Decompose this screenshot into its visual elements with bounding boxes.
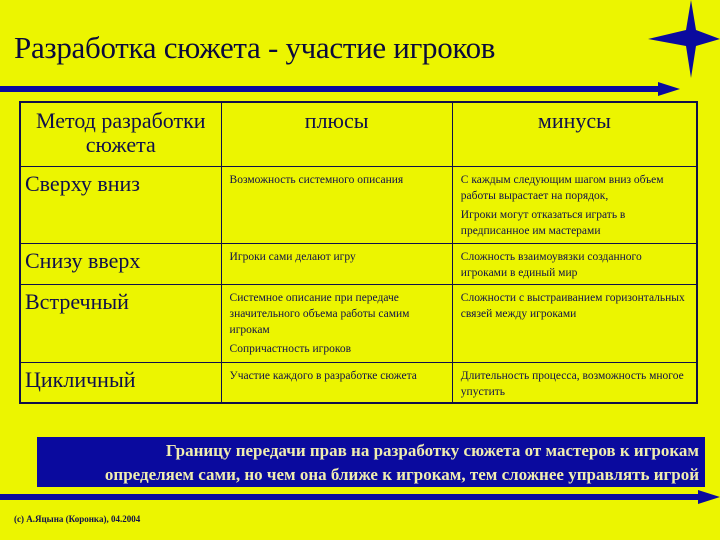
cons-text: Сложности с выстраиванием горизонтальных связей между игроками bbox=[460, 291, 685, 320]
pros-text: Системное описание при передаче значительного объема работы самим игрокам bbox=[229, 291, 410, 336]
pros-text: Участие каждого в разработке сюжета bbox=[229, 369, 417, 382]
bottom-divider-line bbox=[0, 494, 700, 500]
cons-text: С каждым следующим шагом вниз объем работы вырастает на порядок, bbox=[460, 173, 664, 202]
pros-text: Игроки сами делают игру bbox=[229, 250, 356, 263]
table-row bbox=[20, 243, 697, 284]
table-row bbox=[20, 362, 697, 403]
arrow-right-icon bbox=[658, 82, 680, 96]
header-pros: плюсы bbox=[221, 102, 452, 166]
table-row bbox=[20, 284, 697, 362]
pros-cell bbox=[221, 362, 452, 403]
cons-cell bbox=[452, 362, 697, 403]
table-header-row bbox=[20, 102, 697, 166]
cons-cell bbox=[452, 284, 697, 362]
method-cell: Встречный bbox=[20, 284, 221, 362]
method-cell: Цикличный bbox=[20, 362, 221, 403]
pros-text: Возможность системного описания bbox=[229, 173, 404, 186]
table-row bbox=[20, 166, 697, 243]
cons-text: Длительность процесса, возможность многое упустить bbox=[460, 369, 684, 398]
top-divider-line bbox=[0, 86, 660, 92]
cons-cell bbox=[452, 243, 697, 284]
conclusion-banner bbox=[37, 437, 705, 487]
method-cell: Снизу вверх bbox=[20, 243, 221, 284]
pros-text: Сопричастность игроков bbox=[229, 342, 352, 355]
arrow-right-icon bbox=[698, 490, 720, 504]
methods-table bbox=[19, 101, 698, 404]
copyright-credit: (c) А.Яцына (Коронка), 04.2004 bbox=[14, 514, 141, 524]
slide-title: Разработка сюжета - участие игроков bbox=[14, 30, 496, 65]
cons-text: Сложность взаимоувязки созданного игроками в единый мир bbox=[460, 250, 642, 279]
pros-cell bbox=[221, 166, 452, 243]
cons-text: Игроки могут отказаться играть в предписанное им мастерами bbox=[460, 208, 626, 237]
banner-line-2: определяем сами, но чем она ближе к игрокам, тем сложнее управлять игрой bbox=[104, 465, 699, 484]
pros-cell bbox=[221, 243, 452, 284]
method-cell: Сверху вниз bbox=[20, 166, 221, 243]
banner-line-1: Границу передачи прав на разработку сюжета от мастеров к игрокам bbox=[165, 441, 699, 460]
header-cons: минусы bbox=[452, 102, 697, 166]
pros-cell bbox=[221, 284, 452, 362]
four-point-star-icon bbox=[648, 0, 720, 78]
header-method: Метод разработки сюжета bbox=[20, 102, 221, 166]
cons-cell bbox=[452, 166, 697, 243]
